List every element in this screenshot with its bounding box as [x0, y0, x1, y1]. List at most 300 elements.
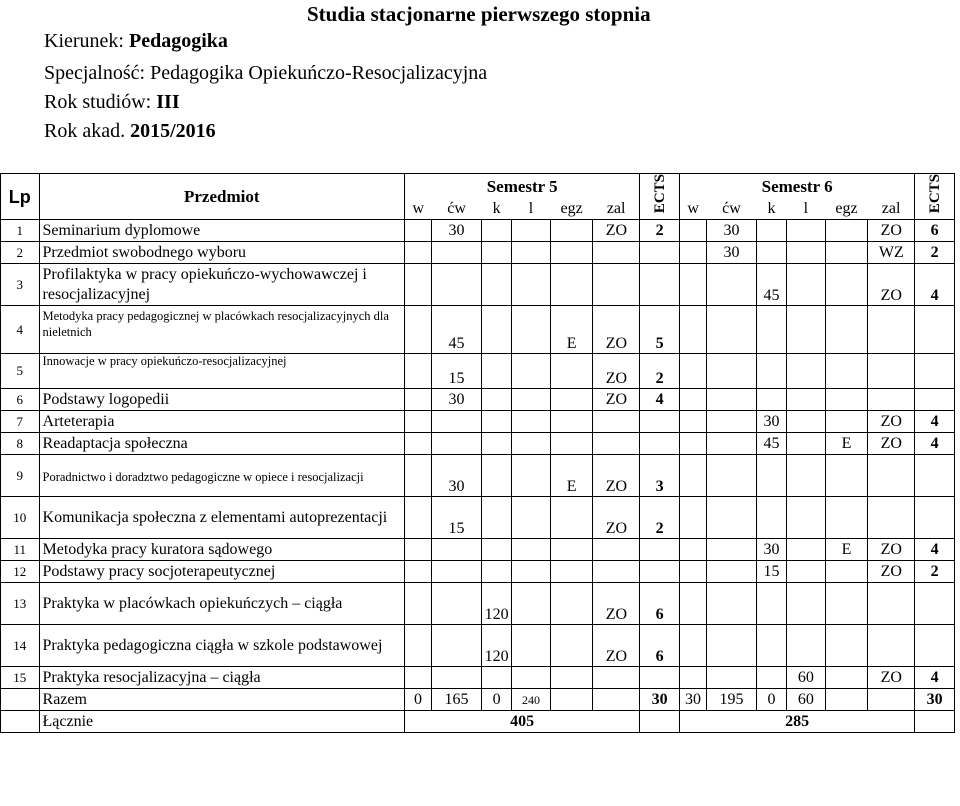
razem-lp — [1, 689, 40, 711]
row-hours-cell — [868, 625, 915, 667]
row-subject: Metodyka pracy kuratora sądowego — [39, 539, 404, 561]
row-hours-cell: ZO — [593, 306, 640, 354]
row-hours-cell: ZO — [868, 411, 915, 433]
row-hours-cell: 30 — [756, 411, 786, 433]
table-row — [1, 389, 955, 411]
row-hours-cell: ZO — [868, 667, 915, 689]
row-hours-cell — [593, 667, 640, 689]
row-subject: Profilaktyka w pracy opiekuńczo-wychowawczej i resocjalizacyjnej — [39, 264, 404, 306]
row-hours-cell — [825, 455, 868, 497]
row-hours-cell — [868, 497, 915, 539]
row-hours-cell — [593, 242, 640, 264]
row-hours-cell — [482, 264, 512, 306]
row-hours-cell — [706, 354, 756, 389]
ects-label: ECTS — [651, 174, 668, 214]
sub-header-l: l — [528, 200, 534, 218]
row-hours-cell — [593, 411, 640, 433]
row-hours-cell: ZO — [593, 354, 640, 389]
row-hours-cell — [787, 264, 826, 306]
row-hours-cell — [679, 220, 706, 242]
lacznie-row — [1, 711, 955, 733]
row-hours-cell — [405, 667, 432, 689]
row-hours-cell — [593, 539, 640, 561]
row-ects-cell: 4 — [915, 411, 955, 433]
row-hours-cell — [550, 667, 593, 689]
row-hours-cell — [550, 625, 593, 667]
row-hours-cell — [825, 389, 868, 411]
row-hours-cell — [679, 667, 706, 689]
semester6-header: Semestr 6 — [679, 174, 914, 200]
table-row — [1, 354, 955, 389]
kierunek-label: Kierunek: — [44, 30, 129, 52]
row-hours-cell: 45 — [756, 433, 786, 455]
razem-hours-cell — [825, 689, 868, 711]
row-hours-cell — [405, 354, 432, 389]
row-subject: Praktyka w placówkach opiekuńczych – ciągła — [39, 583, 404, 625]
row-ects-cell: 2 — [640, 354, 680, 389]
row-ects-cell: 6 — [640, 625, 680, 667]
row-hours-cell — [593, 561, 640, 583]
row-lp: 6 — [1, 389, 40, 411]
row-hours-cell: 30 — [432, 389, 482, 411]
row-hours-cell — [550, 539, 593, 561]
row-hours-cell: ZO — [868, 264, 915, 306]
lacznie-lp — [1, 711, 40, 733]
row-hours-cell — [787, 389, 826, 411]
sub-header-egz: egz — [560, 200, 583, 218]
rok-line — [44, 91, 180, 114]
row-hours-cell — [482, 242, 512, 264]
row-hours-cell: E — [825, 433, 868, 455]
row-hours-cell — [482, 539, 512, 561]
row-hours-cell — [679, 411, 706, 433]
row-hours-cell — [512, 411, 551, 433]
row-hours-cell — [432, 433, 482, 455]
row-hours-cell — [706, 625, 756, 667]
row-hours-cell: ZO — [868, 561, 915, 583]
razem-hours-cell — [868, 689, 915, 711]
row-hours-cell: 30 — [756, 539, 786, 561]
row-hours-cell — [405, 583, 432, 625]
row-hours-cell — [787, 220, 826, 242]
row-hours-cell — [405, 220, 432, 242]
row-hours-cell — [405, 561, 432, 583]
row-hours-cell — [787, 354, 826, 389]
row-hours-cell — [825, 497, 868, 539]
row-hours-cell — [756, 242, 786, 264]
row-hours-cell — [512, 455, 551, 497]
sub-header-w: w — [405, 200, 432, 220]
row-hours-cell — [482, 433, 512, 455]
row-hours-cell — [756, 389, 786, 411]
row-lp: 15 — [1, 667, 40, 689]
row-lp: 4 — [1, 306, 40, 354]
row-hours-cell — [482, 455, 512, 497]
row-hours-cell — [706, 455, 756, 497]
row-hours-cell: E — [825, 539, 868, 561]
row-hours-cell — [512, 583, 551, 625]
row-hours-cell — [550, 220, 593, 242]
row-hours-cell — [432, 411, 482, 433]
table-row — [1, 455, 955, 497]
row-hours-cell — [593, 264, 640, 306]
ects-header-s6 — [915, 174, 955, 220]
row-hours-cell — [482, 354, 512, 389]
table-row — [1, 583, 955, 625]
row-hours-cell — [405, 625, 432, 667]
row-hours-cell — [706, 389, 756, 411]
row-ects-cell — [640, 561, 680, 583]
row-lp: 14 — [1, 625, 40, 667]
row-hours-cell — [756, 354, 786, 389]
table-row — [1, 625, 955, 667]
row-hours-cell — [405, 242, 432, 264]
row-hours-cell — [512, 625, 551, 667]
row-hours-cell — [787, 561, 826, 583]
specjalnosc-line: Specjalność: Pedagogika Opiekuńczo-Resocjalizacyjna — [44, 62, 488, 84]
row-hours-cell — [868, 583, 915, 625]
row-lp: 9 — [1, 455, 40, 497]
row-hours-cell — [868, 354, 915, 389]
sub-header-k: k — [492, 200, 501, 218]
table-row — [1, 411, 955, 433]
row-hours-cell: 15 — [432, 497, 482, 539]
row-subject: Poradnictwo i doradztwo pedagogiczne w opiece i resocjalizacji — [39, 455, 404, 497]
row-hours-cell — [432, 539, 482, 561]
row-hours-cell — [868, 455, 915, 497]
row-hours-cell — [787, 306, 826, 354]
row-hours-cell — [550, 561, 593, 583]
lacznie-label: Łącznie — [39, 711, 404, 733]
row-ects-cell — [915, 455, 955, 497]
razem-hours-cell: 0 — [756, 689, 786, 711]
table-row — [1, 539, 955, 561]
row-lp: 7 — [1, 411, 40, 433]
row-hours-cell: 45 — [432, 306, 482, 354]
row-hours-cell: 15 — [432, 354, 482, 389]
row-hours-cell — [550, 433, 593, 455]
row-hours-cell — [756, 583, 786, 625]
row-hours-cell: E — [550, 306, 593, 354]
row-ects-cell — [640, 433, 680, 455]
row-hours-cell — [405, 411, 432, 433]
ects-label: ECTS — [926, 174, 943, 214]
row-hours-cell — [756, 625, 786, 667]
row-hours-cell: ZO — [593, 389, 640, 411]
row-lp: 12 — [1, 561, 40, 583]
row-hours-cell — [787, 583, 826, 625]
row-hours-cell — [706, 497, 756, 539]
row-subject: Podstawy pracy socjoterapeutycznej — [39, 561, 404, 583]
razem-hours-cell: 60 — [787, 689, 826, 711]
row-hours-cell — [512, 561, 551, 583]
sub-header-cw: ćw — [447, 200, 466, 218]
row-ects-cell: 2 — [915, 561, 955, 583]
razem-hours-cell: 195 — [706, 689, 756, 711]
row-hours-cell — [405, 455, 432, 497]
row-hours-cell — [405, 264, 432, 306]
row-hours-cell — [756, 455, 786, 497]
row-lp: 13 — [1, 583, 40, 625]
kierunek-value: Pedagogika — [128, 30, 228, 52]
sub-header-l: l — [803, 200, 809, 218]
row-hours-cell — [550, 242, 593, 264]
row-subject: Przedmiot swobodnego wyboru — [39, 242, 404, 264]
row-hours-cell — [787, 625, 826, 667]
row-hours-cell — [787, 497, 826, 539]
rok-label: Rok studiów: — [44, 91, 157, 113]
row-ects-cell: 6 — [640, 583, 680, 625]
rok-akad-line — [44, 120, 216, 143]
row-ects-cell: 4 — [915, 667, 955, 689]
razem-hours-cell: 0 — [405, 689, 432, 711]
row-hours-cell — [405, 497, 432, 539]
row-hours-cell — [512, 389, 551, 411]
row-lp: 2 — [1, 242, 40, 264]
row-hours-cell — [825, 242, 868, 264]
row-hours-cell: WZ — [868, 242, 915, 264]
row-hours-cell — [679, 561, 706, 583]
row-hours-cell — [432, 242, 482, 264]
sub-header-w: w — [679, 200, 706, 220]
table-row — [1, 242, 955, 264]
row-subject: Praktyka pedagogiczna ciągła w szkole podstawowej — [39, 625, 404, 667]
table-row — [1, 667, 955, 689]
row-hours-cell — [432, 625, 482, 667]
row-hours-cell — [482, 497, 512, 539]
row-hours-cell — [825, 411, 868, 433]
row-hours-cell — [512, 306, 551, 354]
row-hours-cell — [787, 242, 826, 264]
row-hours-cell — [512, 539, 551, 561]
col-header-subject: Przedmiot — [39, 174, 404, 220]
row-subject: Komunikacja społeczna z elementami autoprezentacji — [39, 497, 404, 539]
study-plan-table — [0, 173, 955, 733]
rok-akad-value: 2015/2016 — [130, 120, 216, 142]
row-hours-cell: ZO — [593, 220, 640, 242]
row-hours-cell — [787, 433, 826, 455]
row-hours-cell — [787, 539, 826, 561]
lacznie-s6-total: 285 — [679, 711, 914, 733]
row-hours-cell — [512, 220, 551, 242]
row-hours-cell — [512, 433, 551, 455]
row-subject: Innowacje w pracy opiekuńczo-resocjalizacyjnej — [39, 354, 404, 389]
row-hours-cell — [679, 455, 706, 497]
sub-header-zal: zal — [606, 200, 626, 218]
row-ects-cell: 3 — [640, 455, 680, 497]
row-hours-cell: 120 — [482, 583, 512, 625]
row-subject: Podstawy logopedii — [39, 389, 404, 411]
row-ects-cell — [640, 242, 680, 264]
rok-value: III — [156, 91, 180, 113]
row-hours-cell — [679, 306, 706, 354]
row-hours-cell: ZO — [868, 220, 915, 242]
row-hours-cell — [679, 583, 706, 625]
row-hours-cell — [405, 433, 432, 455]
row-subject: Readaptacja społeczna — [39, 433, 404, 455]
razem-row — [1, 689, 955, 711]
row-hours-cell — [706, 561, 756, 583]
row-hours-cell: ZO — [593, 583, 640, 625]
row-hours-cell — [432, 561, 482, 583]
row-hours-cell: ZO — [593, 625, 640, 667]
row-hours-cell: 45 — [756, 264, 786, 306]
row-ects-cell — [640, 667, 680, 689]
row-hours-cell — [825, 583, 868, 625]
row-hours-cell — [679, 264, 706, 306]
table-row — [1, 497, 955, 539]
row-ects-cell: 2 — [640, 497, 680, 539]
row-lp: 3 — [1, 264, 40, 306]
row-hours-cell — [550, 583, 593, 625]
row-hours-cell — [825, 306, 868, 354]
semester5-header: Semestr 5 — [405, 174, 640, 200]
row-hours-cell: 15 — [756, 561, 786, 583]
row-hours-cell: 30 — [706, 220, 756, 242]
row-hours-cell — [706, 264, 756, 306]
row-hours-cell — [512, 264, 551, 306]
row-hours-cell: E — [550, 455, 593, 497]
lacznie-s5-total: 405 — [405, 711, 640, 733]
row-hours-cell — [825, 625, 868, 667]
row-hours-cell — [550, 411, 593, 433]
row-subject: Arteterapia — [39, 411, 404, 433]
row-hours-cell: 30 — [706, 242, 756, 264]
row-ects-cell — [915, 389, 955, 411]
row-hours-cell — [482, 667, 512, 689]
razem-hours-cell — [593, 689, 640, 711]
row-hours-cell — [550, 389, 593, 411]
row-hours-cell — [679, 497, 706, 539]
row-hours-cell: ZO — [593, 455, 640, 497]
row-subject: Seminarium dyplomowe — [39, 220, 404, 242]
row-ects-cell — [640, 264, 680, 306]
razem-hours-cell: 165 — [432, 689, 482, 711]
row-hours-cell — [405, 539, 432, 561]
lacznie-s6-ects — [915, 711, 955, 733]
razem-hours-cell: 240 — [512, 689, 551, 711]
row-hours-cell — [482, 306, 512, 354]
row-hours-cell — [432, 667, 482, 689]
row-hours-cell — [512, 497, 551, 539]
row-hours-cell — [679, 389, 706, 411]
document-title: Studia stacjonarne pierwszego stopnia — [307, 2, 651, 26]
row-hours-cell — [482, 389, 512, 411]
row-hours-cell — [756, 306, 786, 354]
row-hours-cell — [825, 667, 868, 689]
row-hours-cell — [706, 667, 756, 689]
table-row — [1, 561, 955, 583]
row-hours-cell — [825, 264, 868, 306]
sub-header-k: k — [767, 200, 776, 218]
row-hours-cell: 60 — [787, 667, 826, 689]
row-hours-cell — [787, 411, 826, 433]
row-hours-cell — [512, 667, 551, 689]
razem-hours-cell — [550, 689, 593, 711]
row-hours-cell — [482, 561, 512, 583]
row-lp: 11 — [1, 539, 40, 561]
row-ects-cell: 4 — [915, 264, 955, 306]
row-ects-cell — [640, 539, 680, 561]
row-ects-cell — [915, 625, 955, 667]
row-hours-cell — [550, 264, 593, 306]
row-hours-cell — [550, 497, 593, 539]
row-hours-cell: 120 — [482, 625, 512, 667]
razem-label: Razem — [39, 689, 404, 711]
row-ects-cell — [640, 411, 680, 433]
row-hours-cell — [550, 354, 593, 389]
row-hours-cell — [825, 220, 868, 242]
row-hours-cell: ZO — [868, 433, 915, 455]
table-row — [1, 220, 955, 242]
row-ects-cell: 4 — [640, 389, 680, 411]
row-hours-cell — [512, 354, 551, 389]
row-hours-cell — [868, 389, 915, 411]
row-ects-cell — [915, 354, 955, 389]
row-hours-cell — [706, 583, 756, 625]
row-hours-cell: ZO — [593, 497, 640, 539]
row-hours-cell — [756, 667, 786, 689]
sub-header-zal: zal — [881, 200, 901, 218]
row-hours-cell — [679, 354, 706, 389]
row-ects-cell: 4 — [915, 433, 955, 455]
row-hours-cell — [679, 242, 706, 264]
razem-hours-cell: 30 — [679, 689, 706, 711]
row-hours-cell — [432, 583, 482, 625]
row-hours-cell — [825, 561, 868, 583]
row-hours-cell — [787, 455, 826, 497]
row-ects-cell — [915, 497, 955, 539]
row-hours-cell — [706, 539, 756, 561]
row-hours-cell — [679, 433, 706, 455]
row-hours-cell — [868, 306, 915, 354]
row-hours-cell — [756, 220, 786, 242]
row-hours-cell — [432, 264, 482, 306]
row-hours-cell — [706, 306, 756, 354]
row-ects-cell: 6 — [915, 220, 955, 242]
razem-ects-cell: 30 — [915, 689, 955, 711]
sub-header-cw: ćw — [722, 200, 741, 218]
row-hours-cell — [512, 242, 551, 264]
table-row — [1, 264, 955, 306]
row-hours-cell — [405, 389, 432, 411]
table-row — [1, 306, 955, 354]
row-subject: Praktyka resocjalizacyjna – ciągła — [39, 667, 404, 689]
row-hours-cell — [706, 411, 756, 433]
kierunek-line — [44, 30, 228, 53]
row-hours-cell — [679, 539, 706, 561]
row-ects-cell: 5 — [640, 306, 680, 354]
lacznie-s5-ects — [640, 711, 680, 733]
row-hours-cell: ZO — [868, 539, 915, 561]
row-hours-cell — [593, 433, 640, 455]
row-ects-cell: 4 — [915, 539, 955, 561]
row-hours-cell — [482, 220, 512, 242]
row-hours-cell: 30 — [432, 455, 482, 497]
row-hours-cell — [679, 625, 706, 667]
row-hours-cell — [706, 433, 756, 455]
col-header-lp: Lp — [1, 174, 40, 220]
row-ects-cell — [915, 306, 955, 354]
row-ects-cell: 2 — [915, 242, 955, 264]
row-ects-cell: 2 — [640, 220, 680, 242]
row-hours-cell — [756, 497, 786, 539]
razem-hours-cell: 0 — [482, 689, 512, 711]
row-hours-cell: 30 — [432, 220, 482, 242]
row-lp: 1 — [1, 220, 40, 242]
row-hours-cell — [405, 306, 432, 354]
sub-header-egz: egz — [835, 200, 858, 218]
